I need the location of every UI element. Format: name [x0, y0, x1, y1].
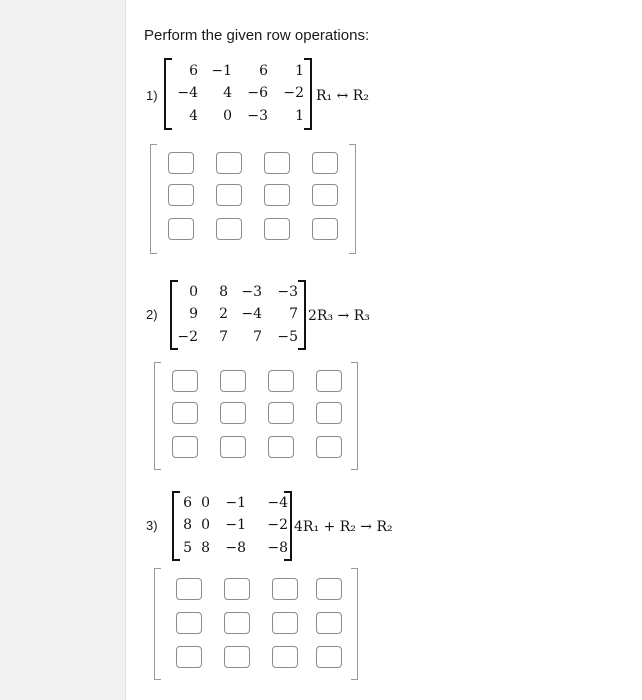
matrix-entry: −2 [177, 329, 198, 345]
answer-entry-input[interactable] [220, 370, 246, 392]
page-title: Perform the given row operations: [144, 27, 370, 44]
matrix-entry: −8 [225, 540, 246, 556]
matrix-entry: 7 [289, 306, 298, 322]
answer-right-bracket [349, 144, 356, 254]
problem-number: 2) [146, 307, 158, 322]
answer-left-bracket [154, 568, 161, 680]
answer-entry-input[interactable] [312, 184, 338, 206]
answer-matrix [150, 144, 356, 252]
answer-entry-input[interactable] [224, 578, 250, 600]
matrix-entry: −5 [277, 329, 298, 345]
answer-left-bracket [154, 362, 161, 470]
row-operation: R₁ ↔ R₂ [316, 88, 369, 104]
answer-entry-input[interactable] [176, 578, 202, 600]
answer-entry-input[interactable] [216, 152, 242, 174]
matrix-entry: 0 [201, 495, 210, 511]
answer-entry-input[interactable] [224, 612, 250, 634]
matrix-entry: 8 [183, 517, 192, 533]
answer-entry-input[interactable] [224, 646, 250, 668]
answer-matrix [154, 362, 358, 468]
answer-entry-input[interactable] [272, 612, 298, 634]
matrix-entry: −3 [247, 108, 268, 124]
given-matrix [174, 493, 290, 559]
answer-entry-input[interactable] [264, 218, 290, 240]
answer-entry-input[interactable] [264, 184, 290, 206]
answer-entry-input[interactable] [312, 152, 338, 174]
matrix-right-bracket [298, 280, 306, 350]
answer-entry-input[interactable] [316, 370, 342, 392]
matrix-entry: 0 [189, 284, 198, 300]
answer-entry-input[interactable] [268, 402, 294, 424]
matrix-entry: 5 [183, 540, 192, 556]
given-matrix [166, 60, 310, 128]
answer-entry-input[interactable] [176, 646, 202, 668]
answer-entry-input[interactable] [268, 370, 294, 392]
answer-entry-input[interactable] [268, 436, 294, 458]
matrix-entry: −2 [267, 517, 288, 533]
answer-entry-input[interactable] [220, 436, 246, 458]
answer-entry-input[interactable] [172, 402, 198, 424]
matrix-entry: −4 [241, 306, 262, 322]
answer-entry-input[interactable] [168, 152, 194, 174]
matrix-entry: 1 [295, 63, 304, 79]
answer-entry-input[interactable] [316, 402, 342, 424]
answer-entry-input[interactable] [316, 578, 342, 600]
row-operation: 2R₃ → R₃ [308, 308, 370, 324]
matrix-entry: 4 [223, 85, 232, 101]
matrix-right-bracket [304, 58, 312, 130]
answer-matrix [154, 568, 358, 678]
answer-entry-input[interactable] [220, 402, 246, 424]
answer-entry-input[interactable] [316, 646, 342, 668]
matrix-entry: 0 [201, 517, 210, 533]
answer-entry-input[interactable] [272, 578, 298, 600]
matrix-entry: 9 [189, 306, 198, 322]
answer-entry-input[interactable] [176, 612, 202, 634]
matrix-entry: 6 [189, 63, 198, 79]
matrix-entry: 8 [201, 540, 210, 556]
matrix-entry: −1 [225, 517, 246, 533]
matrix-entry: 4 [189, 108, 198, 124]
matrix-entry: −1 [225, 495, 246, 511]
answer-entry-input[interactable] [172, 436, 198, 458]
matrix-entry: 6 [259, 63, 268, 79]
matrix-entry: 1 [295, 108, 304, 124]
matrix-entry: 6 [183, 495, 192, 511]
matrix-entry: 7 [219, 329, 228, 345]
matrix-entry: −3 [277, 284, 298, 300]
matrix-entry: −4 [177, 85, 198, 101]
answer-entry-input[interactable] [168, 218, 194, 240]
answer-entry-input[interactable] [168, 184, 194, 206]
answer-entry-input[interactable] [316, 436, 342, 458]
matrix-entry: −1 [211, 63, 232, 79]
matrix-entry: −2 [283, 85, 304, 101]
problem-number: 1) [146, 88, 158, 103]
matrix-entry: 2 [219, 306, 228, 322]
answer-entry-input[interactable] [312, 218, 338, 240]
matrix-entry: 8 [219, 284, 228, 300]
matrix-entry: −4 [267, 495, 288, 511]
answer-right-bracket [351, 568, 358, 680]
matrix-entry: −8 [267, 540, 288, 556]
matrix-entry: 0 [223, 108, 232, 124]
answer-entry-input[interactable] [172, 370, 198, 392]
matrix-entry: −6 [247, 85, 268, 101]
given-matrix [172, 282, 304, 348]
answer-entry-input[interactable] [272, 646, 298, 668]
answer-entry-input[interactable] [216, 218, 242, 240]
problem-number: 3) [146, 518, 158, 533]
matrix-entry: 7 [253, 329, 262, 345]
answer-left-bracket [150, 144, 157, 254]
answer-entry-input[interactable] [264, 152, 290, 174]
answer-entry-input[interactable] [316, 612, 342, 634]
row-operation: 4R₁ + R₂ → R₂ [294, 519, 393, 535]
matrix-entry: −3 [241, 284, 262, 300]
answer-entry-input[interactable] [216, 184, 242, 206]
answer-right-bracket [351, 362, 358, 470]
